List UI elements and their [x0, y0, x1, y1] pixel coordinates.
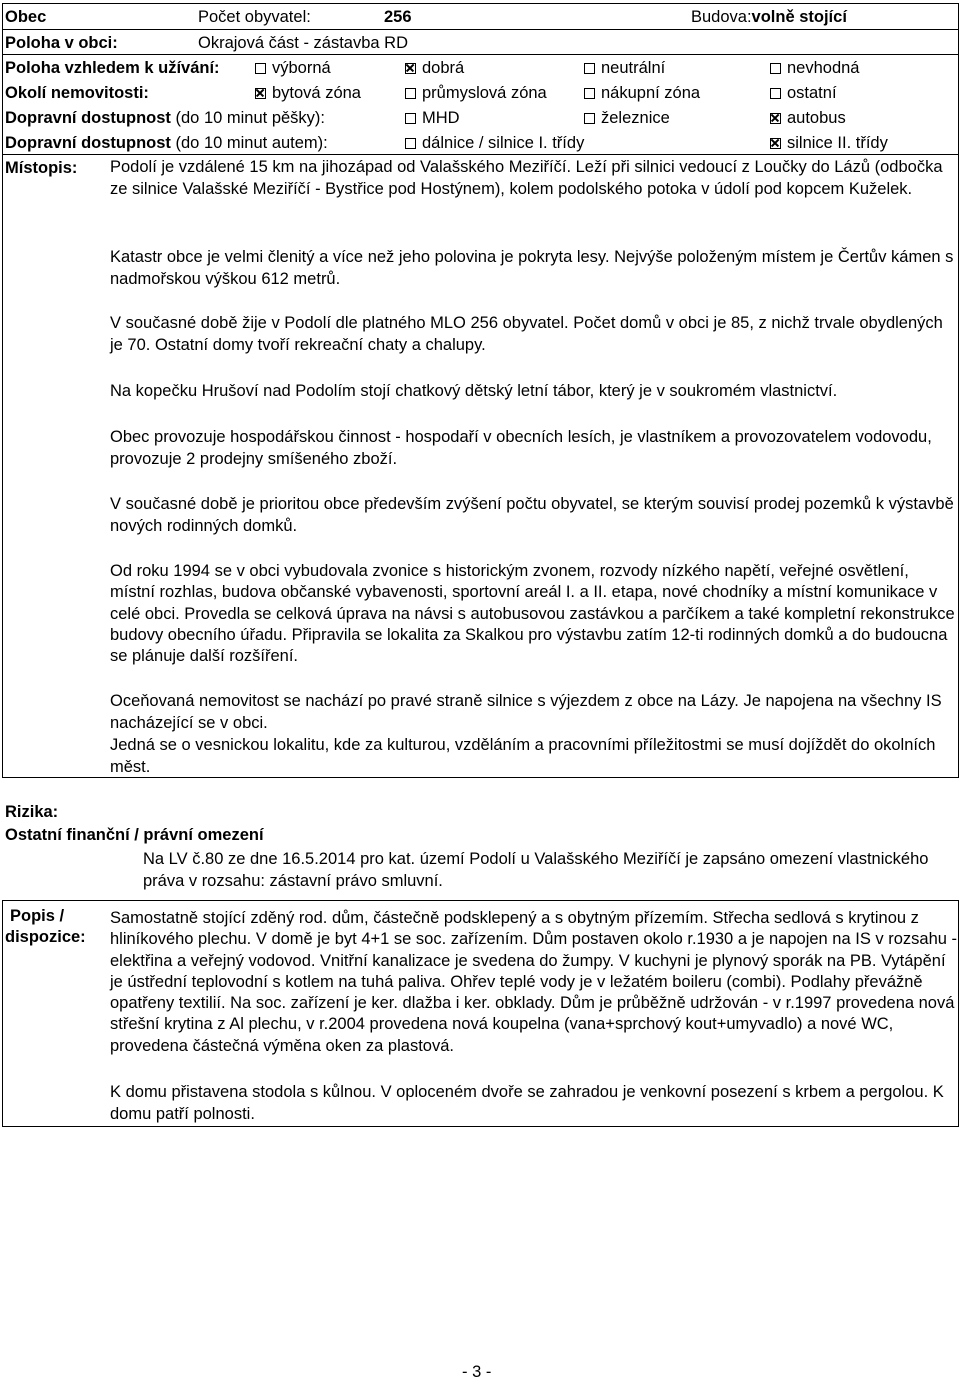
checkbox-empty-icon[interactable] [405, 138, 416, 149]
option-ostatni[interactable] [770, 83, 837, 103]
option-label: železnice [601, 109, 670, 127]
budova-label: Budova: [691, 8, 752, 26]
obec-label: Obec [5, 8, 47, 26]
option-autobus[interactable] [770, 108, 846, 128]
doprava-autem-label [5, 133, 328, 153]
option-mhd[interactable] [405, 108, 460, 128]
frame-top-line [2, 3, 959, 4]
checkbox-empty-icon[interactable] [770, 63, 781, 74]
option-nevhodna[interactable] [770, 58, 860, 78]
option-label: výborná [272, 59, 331, 77]
option-label: dálnice / silnice I. třídy [422, 134, 585, 152]
popis-frame-right [958, 900, 959, 1127]
popis-paragraph: Samostatně stojící zděný rod. dům, částečně podsklepený a s obytným přízemím. Střecha sedlová s krytinou z hliníkového plechu. V domě je byt 4+1 se soc. zařízením. Dům postaven okolo r.1930 a je napojen na IS v rozsahu - elektřina a veřejný vodovod. Vnitřní kanalizace je svedena do žumpy. V kuchyni je plynový sporák na PB. Vytápění je ústřední teplovodní s kotlem na tuhá paliva. Ohřev teplé vody je v ležatém boileru (combi). Podlahy převážně opatřeny textilií. Na soc. zařízení je ker. dlažba i ker. obklady. Dům je průběžně udržován - v r.1997 provedena nová střešní krytina z Al plechu, v r.2004 provedena nová koupelna (vana+sprchový kout+umyvadlo) a nové WC, provedena částečná výměna oken za plastová. [110, 909, 958, 1055]
option-neutralni[interactable] [584, 58, 665, 78]
popis-frame-bottom [2, 1126, 959, 1127]
option-vyborna[interactable] [255, 58, 331, 78]
option-dalnice[interactable] [405, 133, 584, 153]
mistopis-label: Místopis: [5, 159, 78, 177]
budova-field [691, 7, 847, 27]
option-label: průmyslová zóna [422, 84, 547, 102]
budova-value: volně stojící [751, 8, 847, 26]
option-prumyslova-zona[interactable] [405, 83, 547, 103]
mistopis-paragraph: V současné době je prioritou obce především zvýšení počtu obyvatel, se kterým souvisí prodej pozemků k výstavbě nových rodinných domků. [110, 495, 954, 535]
poloha-obec-value: Okrajová část - zástavba RD [198, 34, 408, 52]
omezeni-label: Ostatní finanční / právní omezení [5, 826, 264, 844]
checkbox-empty-icon[interactable] [584, 88, 595, 99]
frame-line-1 [2, 29, 959, 30]
option-label: MHD [422, 109, 460, 127]
mistopis-paragraph: Obec provozuje hospodářskou činnost - hospodaří v obecních lesích, je vlastníkem a provozovatelem vodovodu, provozuje 2 prodejny smíšeného zboží. [110, 428, 932, 468]
mistopis-paragraph: Oceňovaná nemovitost se nachází po pravé straně silnice s výjezdem z obce na Lázy. Je napojena na všechny IS nacházející se v obci. [110, 692, 942, 732]
option-label: nevhodná [787, 59, 860, 77]
option-label: nákupní zóna [601, 84, 701, 102]
popis-frame-top [2, 900, 959, 901]
omezeni-text: Na LV č.80 ze dne 16.5.2014 pro kat. území Podolí u Valašského Meziříčí je zapsáno omezení vlastnického práva v rozsahu: zástavní právo smluvní. [143, 850, 929, 890]
checkbox-empty-icon[interactable] [405, 113, 416, 124]
option-label: neutrální [601, 59, 666, 77]
mistopis-paragraph: Katastr obce je velmi členitý a více než jeho polovina je pokryta lesy. Nejvýše položeným místem je Čertův kámen s nadmořskou výškou 612 metrů. [110, 248, 954, 288]
popis-frame-left [2, 900, 3, 1127]
option-nakupni-zona[interactable] [584, 83, 700, 103]
label-bold: Dopravní dostupnost [5, 109, 171, 127]
frame-line-2 [2, 54, 959, 55]
dispozice-label: dispozice: [5, 928, 86, 946]
mistopis-paragraph: V současné době žije v Podolí dle platného MLO 256 obyvatel. Počet domů v obci je 85, z nichž trvale obydlených je 70. Ostatní domy tvoří rekreační chaty a chalupy. [110, 314, 943, 354]
checkbox-checked-icon[interactable] [770, 113, 781, 124]
frame-line-3 [2, 154, 959, 155]
label-rest: (do 10 minut autem): [175, 134, 328, 152]
page-number: - 3 - [462, 1363, 492, 1381]
pocet-obyvatel-label: Počet obyvatel: [198, 8, 311, 26]
label-bold: Dopravní dostupnost [5, 134, 171, 152]
checkbox-empty-icon[interactable] [405, 88, 416, 99]
option-label: dobrá [422, 59, 465, 77]
pocet-obyvatel-value: 256 [384, 8, 412, 26]
checkbox-empty-icon[interactable] [584, 113, 595, 124]
frame-left-line [2, 3, 3, 778]
okoli-label: Okolí nemovitosti: [5, 84, 149, 102]
checkbox-empty-icon[interactable] [770, 88, 781, 99]
option-silnice-ii[interactable] [770, 133, 888, 153]
popis-paragraph: K domu přistavena stodola s kůlnou. V oploceném dvoře se zahradou je venkovní posezení s krbem a pergolou. K domu patří polnosti. [110, 1083, 944, 1123]
option-dobra[interactable] [405, 58, 464, 78]
rizika-label: Rizika: [5, 803, 59, 821]
mistopis-paragraph: Na kopečku Hrušoví nad Podolím stojí chatkový dětský letní tábor, který je v soukromém vlastnictví. [110, 382, 838, 400]
option-label: bytová zóna [272, 84, 361, 102]
checkbox-checked-icon[interactable] [255, 88, 266, 99]
mistopis-paragraph: Podolí je vzdálené 15 km na jihozápad od Valašského Meziříčí. Leží při silnici vedoucí z Loučky do Lázů (odbočka ze silnice Valašské Meziříčí - Bystřice pod Hostýnem), kolem podolského potoka v údolí pod kopcem Kuželek. [110, 158, 943, 198]
checkbox-checked-icon[interactable] [405, 63, 416, 74]
option-label: ostatní [787, 84, 837, 102]
option-zeleznice[interactable] [584, 108, 670, 128]
mistopis-paragraph: Od roku 1994 se v obci vybudovala zvonice s historickým zvonem, rozvody nízkého napětí, veřejné osvětlení, místní rozhlas, budova občanské vybavenosti, sportovní areál I. a II. etapa, nové chodníky a místní komunikace v celé obci. Provedla se celková úprava na návsi s autobusovou zastávkou a parčíkem a také kompletní rekonstrukce budovy obecního úřadu. Připravila se lokalita za Skalkou pro výstavbu zatím 12-ti rodinných domků a do budoucna se plánuje další rozšíření. [110, 562, 955, 666]
option-label: silnice II. třídy [787, 134, 888, 152]
mistopis-paragraph: Jedná se o vesnickou lokalitu, kde za kulturou, vzděláním a pracovními příležitostmi se musí dojíždět do okolních měst. [110, 736, 936, 776]
checkbox-checked-icon[interactable] [770, 138, 781, 149]
poloha-uziti-label: Poloha vzhledem k užívání: [5, 59, 220, 77]
label-rest: (do 10 minut pěšky): [175, 109, 325, 127]
checkbox-empty-icon[interactable] [255, 63, 266, 74]
popis-label: Popis / [10, 907, 65, 925]
poloha-obec-label: Poloha v obci: [5, 34, 118, 52]
doprava-pesky-label [5, 108, 325, 128]
option-bytova-zona[interactable] [255, 83, 361, 103]
checkbox-empty-icon[interactable] [584, 63, 595, 74]
frame-right-line [958, 3, 959, 778]
option-label: autobus [787, 109, 846, 127]
